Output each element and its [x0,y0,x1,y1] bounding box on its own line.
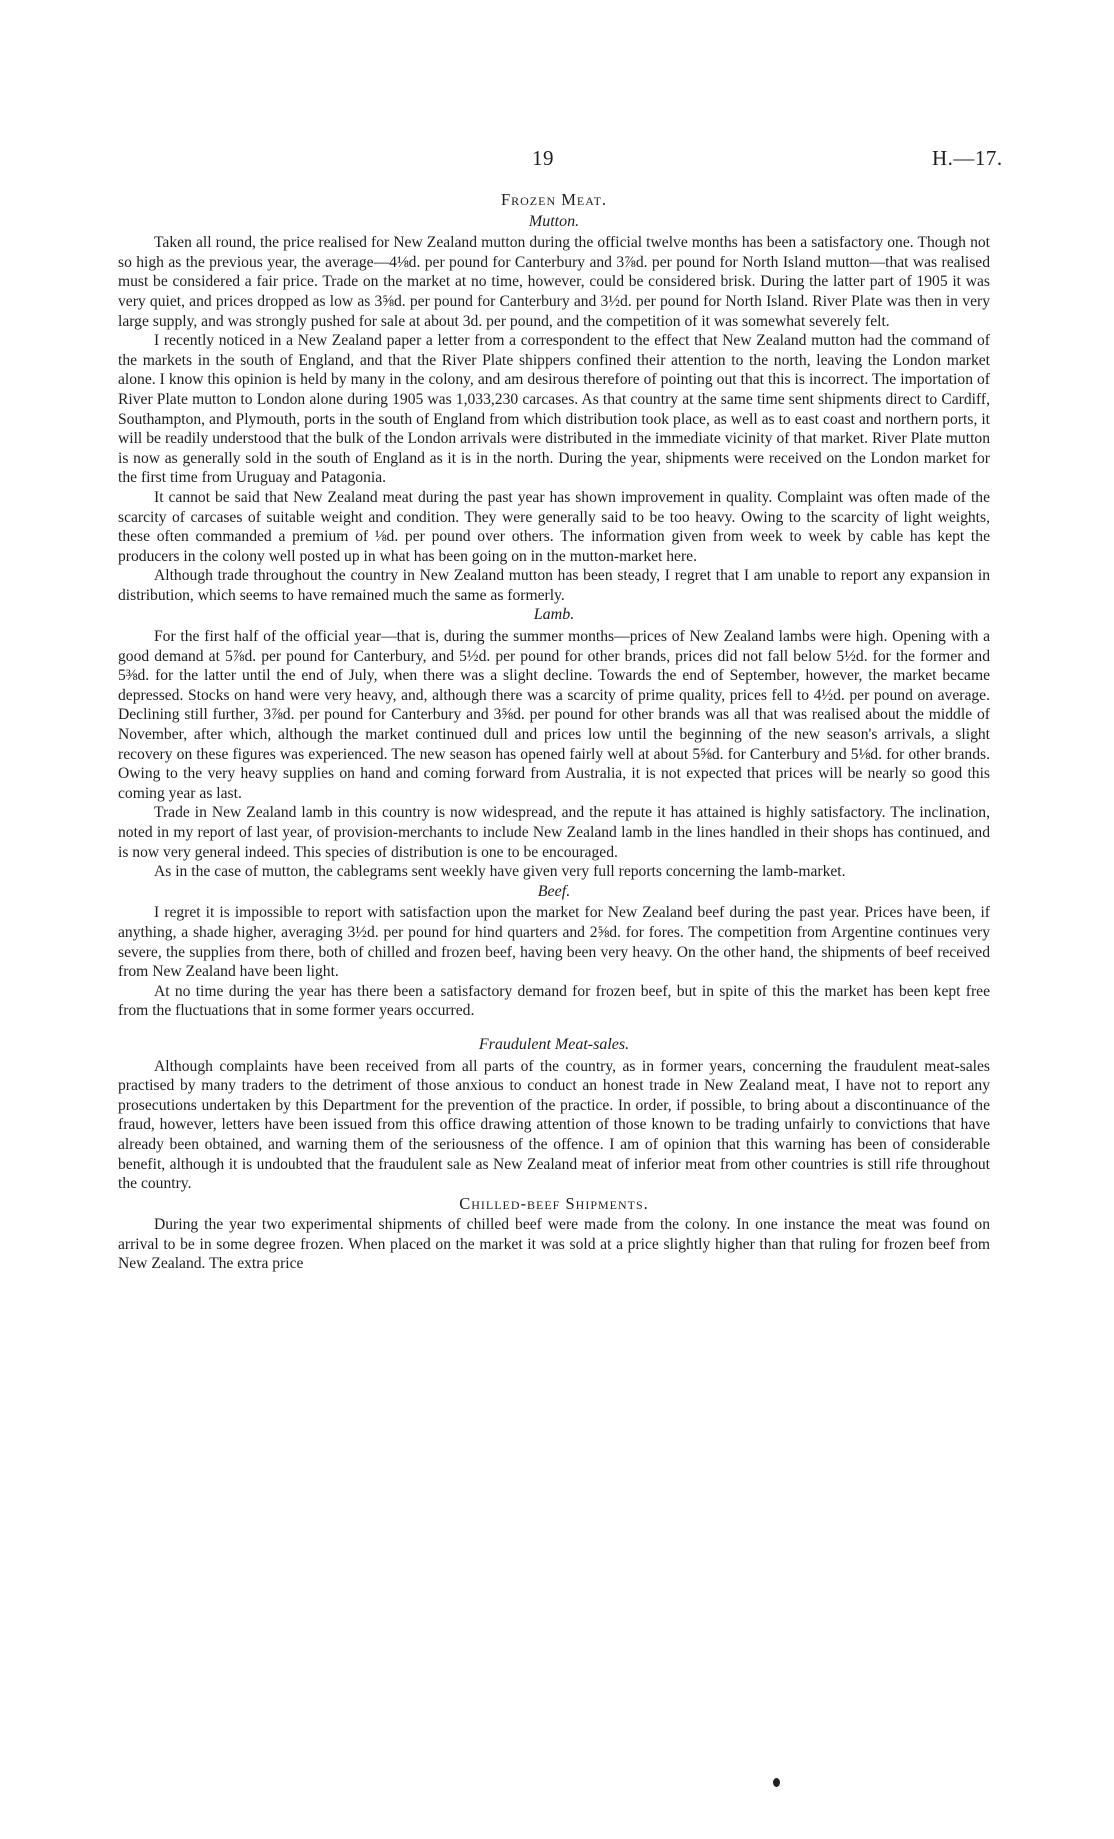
fraud-paragraph-1: Although complaints have been received from all parts of the country, as in former years, concerning the fraudulent meat-sales practised by many traders to the detriment of those anxious to conduct an honest trade in New Zealand meat, I have not to report any prosecutions undertaken by this Department for the prevention of the practice. In order, if possible, to bring about a discontinuance of the fraud, however, letters have been issued from this office drawing attention of those known to be trading unfairly to convictions that have already been obtained, and warning them of the seriousness of the offence. I am of opinion that this warning has been of considerable benefit, although it is undoubted that the fraudulent sale as New Zealand meat of inferior meat from other countries is still rife throughout the country. [118,1057,990,1193]
document-body [118,190,990,1274]
subsection-title-lamb: Lamb. [533,606,575,624]
mutton-paragraph-1: Taken all round, the price realised for New Zealand mutton during the official twelve months has been a satisfactory one. Though not so high as the previous year, the average—4⅛d. per pound for Canterbury and 3⅞d. per pound for North Island mutton—that was realised must be considered a fair price. Trade on the market at no time, however, could be considered brisk. During the latter part of 1905 it was very quiet, and prices dropped as low as 3⅝d. per pound for Canterbury and 3½d. per pound for North Island. River Plate was then in very large supply, and was strongly pushed for sale at about 3d. per pound, and the competition of it was somewhat severely felt. [118,234,990,330]
mutton-paragraph-4: Although trade throughout the country in New Zealand mutton has been steady, I regret that I am unable to report any expansion in distribution, which seems to have remained much the same as formerly. [118,567,990,604]
section-title-fraudulent-meat-sales: Fraudulent Meat-sales. [478,1035,630,1053]
beef-paragraph-1: I regret it is impossible to report with satisfaction upon the market for New Zealand beef during the past year. Prices have been, if anything, a shade higher, averaging 3½d. per pound for hind quarters and 2⅝d. for fores. The competition from Argentine continues very severe, the supplies from there, both of chilled and frozen beef, having been very heavy. On the other hand, the shipments of beef received from New Zealand have been light. [118,904,990,981]
ink-dot-mark [773,1778,780,1787]
subsection-title-mutton: Mutton. [528,212,580,230]
mutton-paragraph-2: I recently noticed in a New Zealand paper a letter from a correspondent to the effect that New Zealand mutton had the command of the markets in the south of England, and that the River Plate shippers confined their attention to the north, leaving the London market alone. I know this opinion is held by many in the colony, and am desirous therefore of pointing out that this is incorrect. The importation of River Plate mutton to London alone during 1905 was 1,033,230 carcases. As that country at the same time sent shipments direct to Cardiff, Southampton, and Plymouth, ports in the south of England from which distribution took place, as well as to east coast and northern ports, it will be readily understood that the bulk of the London arrivals were distributed in the immediate vicinity of that market. River Plate mutton is now as generally sold in the south of England as it is in the north. During the year, shipments were received on the London market for the first time from Uruguay and Patagonia. [118,332,990,487]
mutton-paragraph-3: It cannot be said that New Zealand meat during the past year has shown improvement in quality. Complaint was often made of the scarcity of carcases of suitable weight and condition. They were generally said to be too heavy. Owing to the scarcity of light weights, these often commanded a premium of ⅛d. per pound over others. The information given from week to week by cable has kept the producers in the colony well posted up in what has been going on in the mutton-market here. [118,488,990,565]
document-reference: H.—17. [932,146,1003,170]
chilled-paragraph-1: During the year two experimental shipments of chilled beef were made from the colony. In one instance the meat was found on arrival to be in some degree frozen. When placed on the market it was sold at a price slightly higher than that ruling for frozen beef from New Zealand. The extra price [118,1216,990,1273]
lamb-paragraph-1: For the first half of the official year—that is, during the summer months—prices of New Zealand lambs were high. Opening with a good demand at 5⅞d. per pound for Canterbury, and 5½d. per pound for other brands, prices did not fall below 5½d. for the former and 5⅜d. for the latter until the end of July, when there was a slight decline. Towards the end of September, however, the market became depressed. Stocks on hand were very heavy, and, although there was a scarcity of prime quality, prices fell to 4½d. per pound on average. Declining still further, 3⅞d. per pound for Canterbury and 3⅝d. per pound for other brands was all that was realised about the middle of November, after which, although the market continued dull and prices low until the beginning of the new season's arrivals, a slight recovery on these figures was experienced. The new season has opened fairly well at about 5⅝d. for Canterbury and 5⅛d. for other brands. Owing to the very heavy supplies on hand and coming forward from Australia, it is not expected that prices will be nearly so good this coming year as last. [118,628,990,802]
section-title-chilled-beef-shipments: Chilled-beef Shipments. [459,1193,649,1213]
section-title-frozen-meat: Frozen Meat. [500,190,608,209]
page-number: 19 [532,146,554,170]
subsection-title-beef: Beef. [537,882,571,900]
beef-paragraph-2: At no time during the year has there been a satisfactory demand for frozen beef, but in spite of this the market has been kept free from the fluctuations that in some former years occurred. [118,982,990,1020]
lamb-paragraph-3: As in the case of mutton, the cablegrams sent weekly have given very full reports concerning the lamb-market. [154,863,846,881]
lamb-paragraph-2: Trade in New Zealand lamb in this country is now widespread, and the repute it has attained is highly satisfactory. The inclination, noted in my report of last year, of provision-merchants to include New Zealand lamb in the lines handled in their shops has continued, and is now very general indeed. This species of distribution is one to be encouraged. [118,804,990,861]
